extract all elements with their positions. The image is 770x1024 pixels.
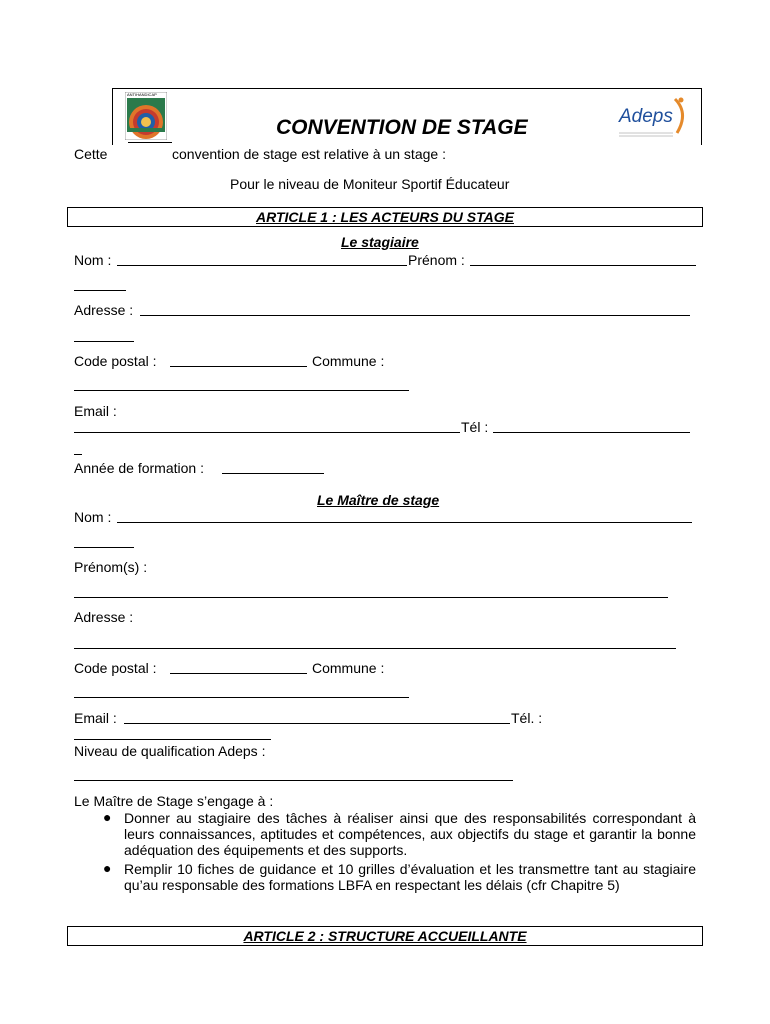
adeps-logo-text: Adeps bbox=[619, 106, 673, 127]
intro-sentence: convention de stage est relative à un stage : bbox=[172, 146, 446, 162]
stagiaire-cp-label: Code postal : bbox=[74, 353, 157, 369]
bullet-dot-2: ● bbox=[103, 860, 112, 876]
maitre-adresse-field[interactable] bbox=[74, 648, 676, 649]
adeps-logo bbox=[615, 95, 693, 141]
bullet-text-2: Remplir 10 fiches de guidance et 10 grilles d’évaluation et les transmettre tant au stagiaire qu’au responsable des formations LBFA en respectant les délais (cfr Chapitre 5) bbox=[124, 861, 696, 893]
maitre-adresse-label: Adresse : bbox=[74, 609, 134, 625]
left-logo-text: ANTIHANDICAP bbox=[127, 92, 157, 97]
page-title: CONVENTION DE STAGE bbox=[276, 116, 528, 139]
maitre-niveau-field[interactable] bbox=[74, 780, 513, 781]
stagiaire-adresse-field[interactable] bbox=[140, 315, 690, 316]
intro-blank[interactable] bbox=[128, 142, 172, 143]
stagiaire-annee-field[interactable] bbox=[222, 473, 324, 474]
maitre-prenoms-label: Prénom(s) : bbox=[74, 559, 148, 575]
maitre-prenoms-field[interactable] bbox=[74, 597, 668, 598]
maitre-heading: Le Maître de stage bbox=[317, 492, 440, 508]
intro-level: Pour le niveau de Moniteur Sportif Éducateur bbox=[230, 176, 510, 192]
bullet-text-1: Donner au stagiaire des tâches à réaliser ainsi que des responsabilités correspondant à leurs connaissances, aptitudes et compétences, aux objectifs du stage et garantir la bonne adéquation des équipements et des supports. bbox=[124, 810, 696, 858]
maitre-tel-field[interactable] bbox=[74, 739, 271, 740]
maitre-email-field[interactable] bbox=[124, 723, 510, 724]
bullet-dot-1: ● bbox=[103, 809, 112, 825]
stagiaire-tel-field[interactable] bbox=[493, 432, 690, 433]
stagiaire-email-field[interactable] bbox=[74, 432, 460, 433]
maitre-commune-label: Commune : bbox=[312, 660, 385, 676]
article-2-title: ARTICLE 2 : STRUCTURE ACCUEILLANTE bbox=[67, 926, 703, 946]
stagiaire-commune-field[interactable] bbox=[74, 390, 409, 391]
stagiaire-adresse-label: Adresse : bbox=[74, 302, 134, 318]
maitre-engage: Le Maître de Stage s’engage à : bbox=[74, 793, 274, 809]
maitre-niveau-label: Niveau de qualification Adeps : bbox=[74, 743, 266, 759]
stagiaire-prenom-label: Prénom : bbox=[408, 252, 465, 268]
left-logo bbox=[125, 92, 167, 140]
maitre-cp-field[interactable] bbox=[170, 673, 307, 674]
stagiaire-commune-label: Commune : bbox=[312, 353, 385, 369]
stagiaire-prenom-field-cont[interactable] bbox=[74, 290, 126, 291]
maitre-email-label: Email : bbox=[74, 710, 117, 726]
stagiaire-cp-field[interactable] bbox=[170, 366, 307, 367]
intro-cette: Cette bbox=[74, 146, 108, 162]
stagiaire-adresse-field-cont[interactable] bbox=[74, 341, 134, 342]
stagiaire-tel-field-cont[interactable] bbox=[74, 454, 82, 455]
stagiaire-nom-label: Nom : bbox=[74, 252, 112, 268]
stagiaire-heading: Le stagiaire bbox=[341, 234, 419, 250]
maitre-cp-label: Code postal : bbox=[74, 660, 157, 676]
stadium-logo-icon bbox=[125, 92, 167, 140]
maitre-nom-field[interactable] bbox=[117, 522, 692, 523]
maitre-nom-field-cont[interactable] bbox=[74, 547, 134, 548]
maitre-nom-label: Nom : bbox=[74, 509, 112, 525]
stagiaire-tel-label: Tél : bbox=[461, 419, 489, 435]
stagiaire-annee-label: Année de formation : bbox=[74, 460, 204, 476]
maitre-tel-label: Tél. : bbox=[511, 710, 543, 726]
stagiaire-prenom-field[interactable] bbox=[470, 265, 696, 266]
maitre-commune-field[interactable] bbox=[74, 697, 409, 698]
stagiaire-email-label: Email : bbox=[74, 403, 117, 419]
article-1-title: ARTICLE 1 : LES ACTEURS DU STAGE bbox=[67, 207, 703, 227]
stagiaire-nom-field[interactable] bbox=[117, 265, 407, 266]
